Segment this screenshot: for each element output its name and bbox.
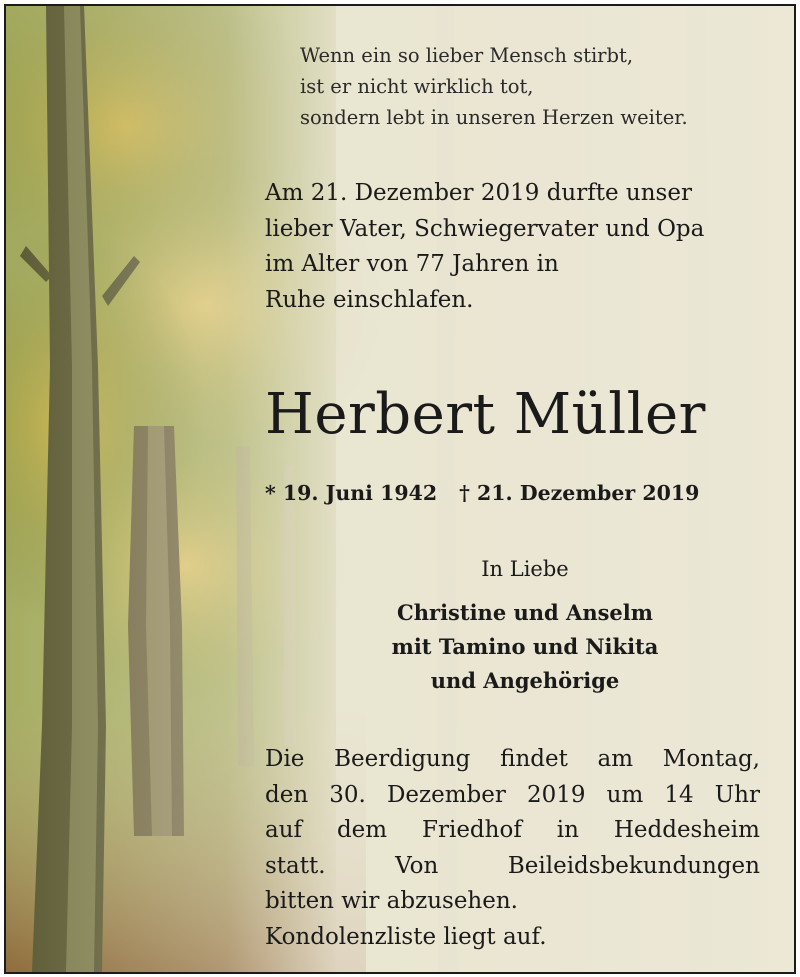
deceased-name: Herbert Müller [265,382,706,447]
funeral-line [265,778,760,814]
word: Dezember [386,781,506,808]
word: 30. [329,781,366,808]
word: Beileidsbekundungen [507,852,760,879]
announcement-line: im Alter von 77 Jahren in [265,251,559,277]
birth-date: * 19. Juni 1942 [265,481,438,505]
word: dem [336,817,388,843]
announcement-line: Am 21. Dezember 2019 durfte unser [265,180,692,206]
funeral-line: Kondolenzliste liegt auf. [265,923,547,950]
mourner-line: Christine und Anselm [397,600,653,625]
funeral-line: bitten wir abzusehen. [265,888,518,914]
funeral-line [265,742,760,778]
word: findet [500,746,568,772]
poem-line: Wenn ein so lieber Mensch stirbt, [300,44,634,67]
word: Heddesheim [613,817,760,843]
funeral-line [265,849,760,885]
funeral-line [265,813,760,849]
word: Friedhof [422,817,522,843]
obituary-card [4,4,796,974]
announcement-line: Ruhe einschlafen. [265,286,474,313]
mourner-line: mit Tamino und Nikita [391,634,659,659]
word: Montag, [662,746,760,772]
closing-phrase: In Liebe [481,557,569,581]
death-date: † 21. Dezember 2019 [459,481,700,505]
poem-line: ist er nicht wirklich tot, [300,75,534,98]
announcement-line: lieber Vater, Schwiegervater und Opa [265,215,705,242]
word: Von [395,852,439,879]
obituary-text [6,6,794,972]
word: in [556,817,579,843]
mourner-line: und Angehörige [430,668,620,693]
word: den [265,781,309,808]
life-dates [265,478,785,508]
word: am [597,746,634,772]
poem [300,40,770,133]
word: auf [265,817,303,843]
word: um [606,781,644,808]
word: Die [265,746,305,772]
mourners [265,596,785,698]
funeral-notice [265,742,760,955]
word: Uhr [714,781,760,808]
word: 14 [664,781,694,808]
word: 2019 [526,781,586,808]
word: statt. [265,852,326,879]
poem-line: sondern lebt in unseren Herzen weiter. [300,106,688,129]
death-announcement [265,176,785,318]
word: Beerdigung [334,746,471,772]
